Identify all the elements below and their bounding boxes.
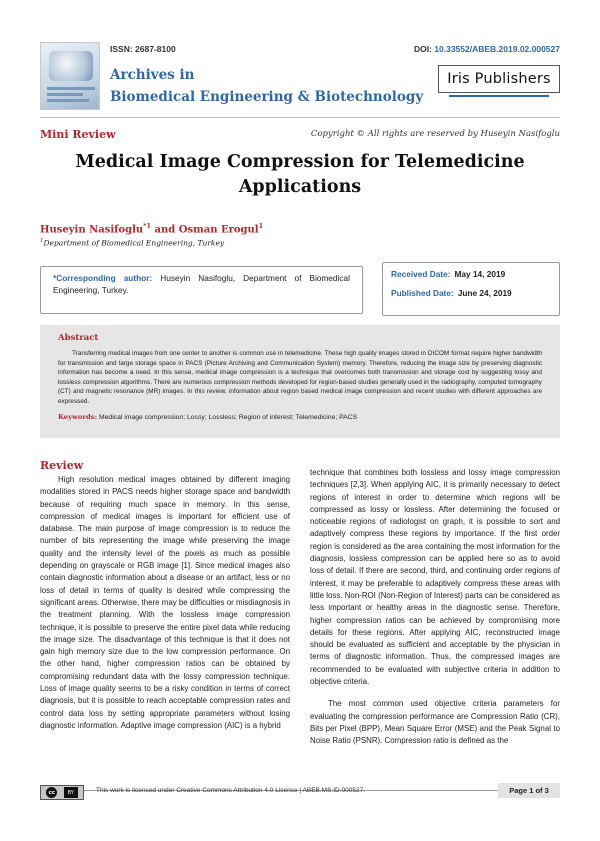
published-date-row [391, 288, 551, 299]
doi-link[interactable]: 10.33552/ABEB.2019.02.000527 [434, 44, 560, 54]
article-title-line1: Medical Image Compression for Telemedicine [75, 152, 525, 172]
author-list [40, 222, 263, 235]
article-title [60, 150, 540, 200]
page-number: Page 1 of 3 [498, 783, 560, 798]
abstract-heading: Abstract [58, 333, 99, 343]
received-date-value: May 14, 2019 [454, 269, 506, 279]
published-date-label: Published Date: [391, 288, 454, 298]
attribution-icon: BY [64, 787, 78, 798]
abstract-box [40, 325, 560, 438]
article-type: Mini Review [40, 128, 116, 141]
author-2: Osman Erogul [178, 224, 259, 236]
author-1: Huseyin Nasifoglu [40, 224, 144, 236]
creative-commons-badge[interactable] [40, 785, 84, 800]
author-separator: and [151, 224, 179, 236]
copyright-notice: Copyright © All rights are reserved by Huseyin Nasifoglu [310, 129, 560, 139]
cc-icon: cc [46, 787, 57, 798]
keywords-text: Medical image compression; Lossy; Lossless; Region of interest; Telemedicine; PACS [97, 413, 358, 421]
body-paragraph: The most common used objective criteria parameters for evaluating the compression performance are Compression Ratio (CR), Bits per Pixel (BPP), Mean Square Error (MSE) and the Peak Signal to Noise Ratio (PSNR). Compression ratio is defined as the [310, 699, 560, 746]
doi [414, 44, 560, 54]
affiliation-text: Department of Biomedical Engineering, Turkey [43, 238, 225, 248]
dates-box [382, 262, 560, 316]
keywords-label: Keywords: [58, 412, 98, 421]
corresponding-author-text: Huseyin Nasifoglu, Department of Biomedical Engineering, Turkey. [53, 273, 350, 295]
article-title-line2: Applications [238, 177, 362, 197]
received-date-label: Received Date: [391, 269, 451, 279]
journal-name-line2[interactable]: Biomedical Engineering & Biotechnology [110, 89, 424, 105]
journal-header [40, 40, 560, 112]
published-date-value: June 24, 2019 [457, 288, 512, 298]
author-1-marker: *1 [143, 222, 152, 230]
body-column-left [40, 474, 290, 732]
header-divider [40, 117, 560, 118]
publisher-logo: Iris Publishers [438, 65, 560, 93]
affiliation-marker: 1 [40, 238, 44, 244]
corresponding-author-box [40, 266, 363, 314]
license-text: This work is licensed under Creative Commons Attribution 4.0 License | ABEB.MS.ID.000527. [96, 787, 366, 794]
issn: ISSN: 2687-8100 [110, 44, 176, 54]
body-column-right [310, 467, 560, 748]
body-paragraph: High resolution medical images obtained by different imaging modalities stored in PACS needs higher storage space and bandwidth because of requiring much space in memory. In this sense, compression of medical images is important for efficient use of database. The main purpose of image compression is to reduce the number of bits representing the image while preserving the image quality and the intensity level of the pixels as much as possible depending on grayscale or RGB image [1]. Since medical images also contain diagnostic information about a disease or an artifact, less or no loss of detail in terms of quality is desired while compressing the significant areas. Otherwise, there may be difficulties or misdiagnosis in the treatment planning. With the lossless image compression technique, it is possible to preserve the entire pixel data while reducing the image size. The disadvantage of this technique is that it does not gain high memory size due to the low compression performance. On the other hand, higher compression ratios can be obtained by compromising redundant data with the lossy compression technique. Loss of image quality seems to be a risky condition in terms of correct diagnosis, but it is possible to reach acceptable compression rates and control data loss by setting appropriate parameters without losing diagnostic information. Adaptive image compression (AIC) is a hybrid [40, 475, 290, 730]
journal-cover-image [40, 42, 100, 110]
body-paragraph: technique that combines both lossless and lossy image compression techniques [2,3]. When applying AIC, it is primarily necessary to detect regions of interest in order to determine which regions will be compressed as lossy or lossless. After determining the focused or noticeable regions of radiologist on graph, it is possible to sort and adaptively compress these regions by importance. If the first order region is considered as the area containing the most information for the diagnosis, lossless compression can be applied here so as to avoid loss of detail. If there are second, third, and continuing order regions of interest, it may be preferable to adaptively compress these areas with little loss. Non-ROI (Non-Region of Interest) parts can be considered as less important or healthy areas in the diagnostic sense. Therefore, higher compression ratios can be achieved by compromising more details for these regions. After applying AIC, reconstructed image should be evaluated as sufficient and acceptable by the physician in terms of diagnostic information. Thus, the compressed images are recommended to be evaluated with subjective criteria in addition to objective criteria. [310, 468, 560, 687]
affiliation [40, 238, 224, 248]
journal-name-line1[interactable]: Archives in [110, 67, 195, 83]
author-2-marker: 1 [258, 222, 264, 230]
doi-label: DOI: [413, 44, 432, 54]
keywords [58, 413, 542, 421]
abstract-text: Transferring medical images from one center to another is common use in telemedicine. These high quality images stored in DICOM format require higher bandwidth for transmission and large storage space in PACS (Picture Archiving and Communication System) memory. Therefore, reducing the image size by preserving diagnostic information has become a need. In this sense, medical image compression is a technique that overcomes both transmission and storage cost by suggesting lossy and lossless compression algorithms. There are numerous compression methods developed for region-based studies generally used in the radiography, computed tomography (CT) and magnetic resonance (MR) images. In this review, information about region based medical image compression and recent studies with different approaches are expressed. [58, 350, 542, 405]
received-date-row [391, 269, 551, 280]
review-heading: Review [40, 459, 84, 472]
corresponding-author-label: *Corresponding author: [53, 273, 153, 283]
